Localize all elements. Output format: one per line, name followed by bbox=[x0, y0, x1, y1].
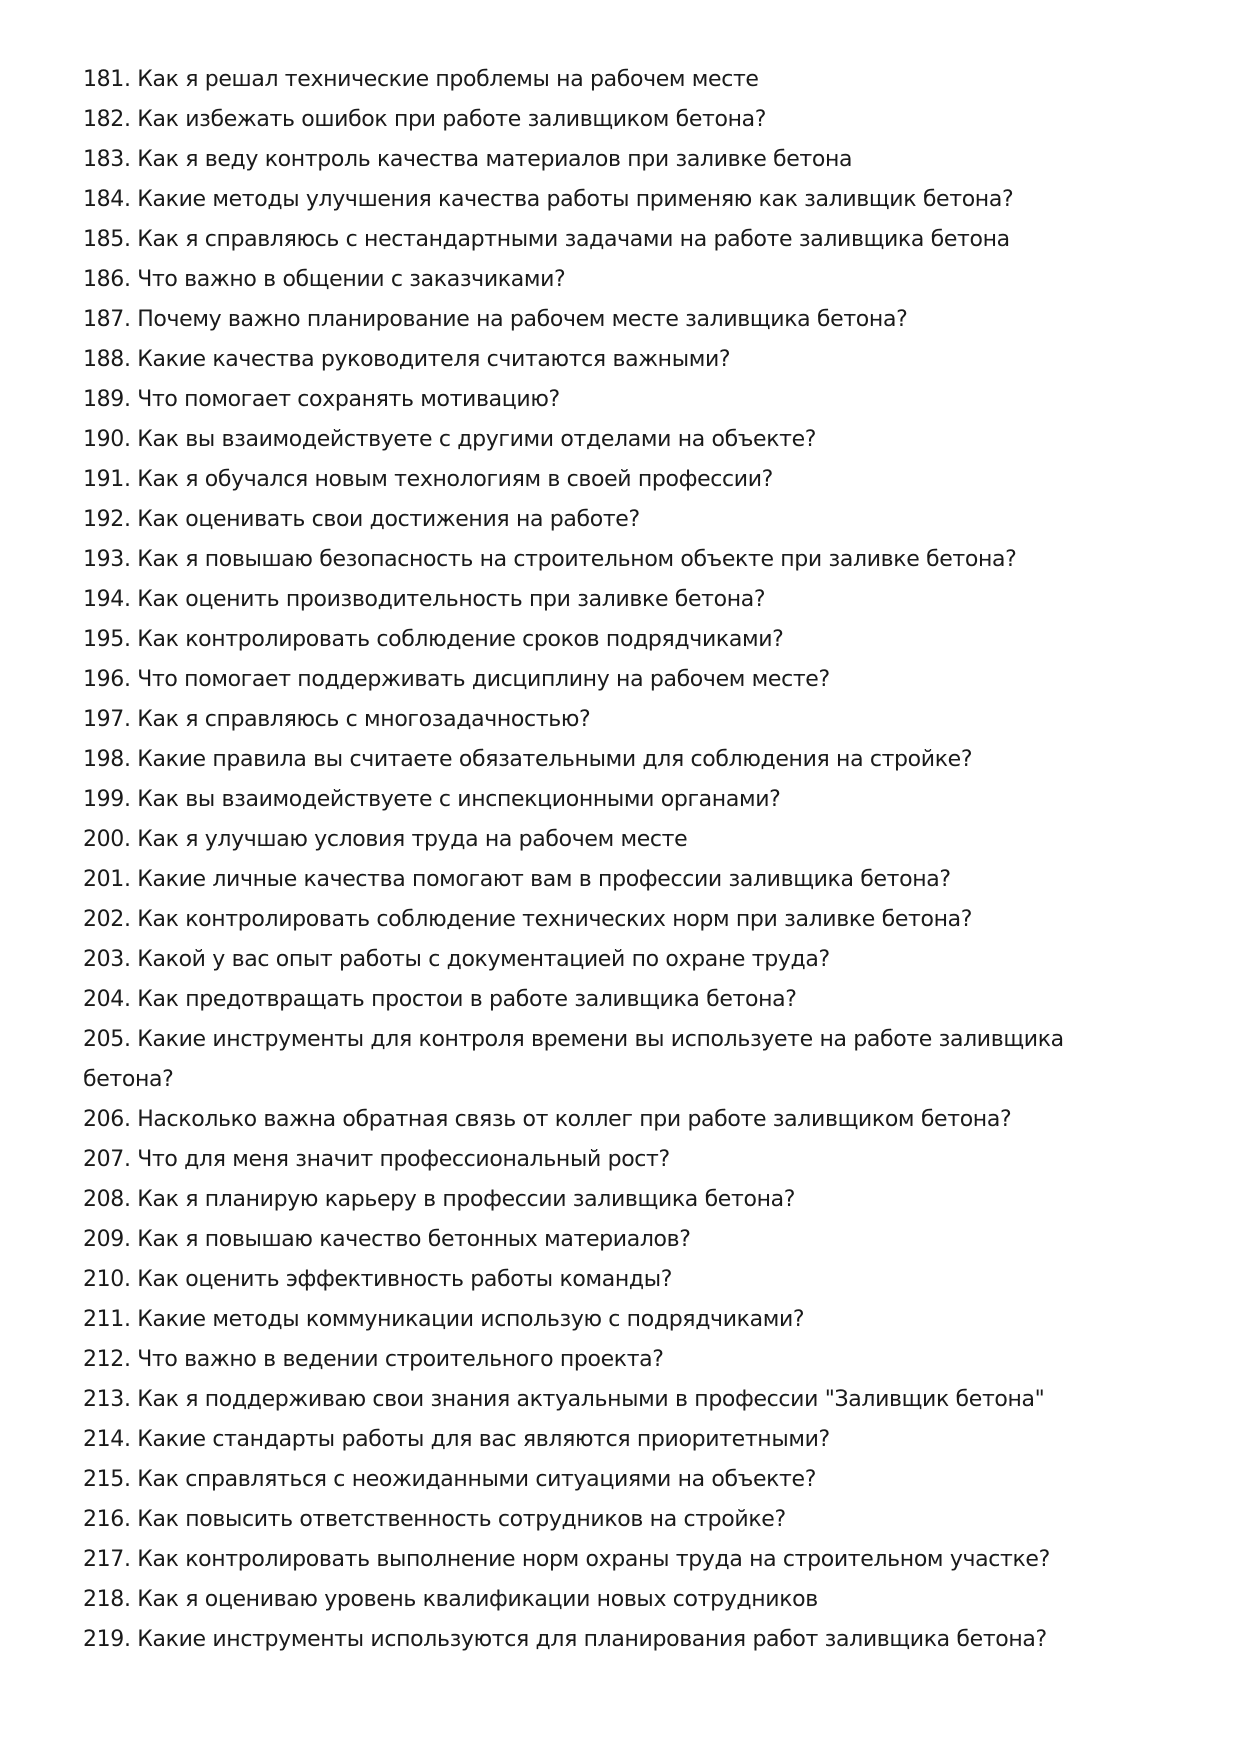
question-item: 193. Как я повышаю безопасность на строительном объекте при заливке бетона? bbox=[83, 547, 1017, 572]
question-item: 185. Как я справляюсь с нестандартными задачами на работе заливщика бетона bbox=[83, 227, 1010, 252]
question-item: 210. Как оценить эффективность работы команды? bbox=[83, 1267, 673, 1292]
question-item: 216. Как повысить ответственность сотрудников на стройке? bbox=[83, 1507, 786, 1532]
question-item: 207. Что для меня значит профессиональный рост? bbox=[83, 1147, 670, 1172]
question-item: 183. Как я веду контроль качества материалов при заливке бетона bbox=[83, 147, 853, 172]
question-item: 200. Как я улучшаю условия труда на рабочем месте bbox=[83, 827, 688, 852]
question-item: 218. Как я оцениваю уровень квалификации новых сотрудников bbox=[83, 1587, 818, 1612]
question-item: 198. Какие правила вы считаете обязательными для соблюдения на стройке? bbox=[83, 747, 973, 772]
question-item: 213. Как я поддерживаю свои знания актуальными в профессии "Заливщик бетона" bbox=[83, 1387, 1045, 1412]
question-item: 204. Как предотвращать простои в работе заливщика бетона? bbox=[83, 987, 797, 1012]
question-item: 209. Как я повышаю качество бетонных материалов? bbox=[83, 1227, 691, 1252]
question-item: 208. Как я планирую карьеру в профессии заливщика бетона? bbox=[83, 1187, 796, 1212]
question-item: 190. Как вы взаимодействуете с другими отделами на объекте? bbox=[83, 427, 817, 452]
question-item: 219. Какие инструменты используются для планирования работ заливщика бетона? bbox=[83, 1627, 1047, 1652]
question-item: 217. Как контролировать выполнение норм охраны труда на строительном участке? bbox=[83, 1547, 1050, 1572]
question-item: 188. Какие качества руководителя считаются важными? bbox=[83, 347, 731, 372]
question-item: 215. Как справляться с неожиданными ситуациями на объекте? bbox=[83, 1467, 817, 1492]
question-item: 195. Как контролировать соблюдение сроков подрядчиками? bbox=[83, 627, 784, 652]
question-item: 181. Как я решал технические проблемы на рабочем месте bbox=[83, 67, 759, 92]
question-item: 191. Как я обучался новым технологиям в своей профессии? bbox=[83, 467, 774, 492]
question-item: 202. Как контролировать соблюдение технических норм при заливке бетона? bbox=[83, 907, 973, 932]
question-item: 199. Как вы взаимодействуете с инспекционными органами? bbox=[83, 787, 781, 812]
question-item: 192. Как оценивать свои достижения на работе? bbox=[83, 507, 640, 532]
question-item: 194. Как оценить производительность при заливке бетона? bbox=[83, 587, 766, 612]
question-item: 197. Как я справляюсь с многозадачностью? bbox=[83, 707, 591, 732]
question-item: 206. Насколько важна обратная связь от коллег при работе заливщиком бетона? bbox=[83, 1107, 1012, 1132]
question-item: 184. Какие методы улучшения качества работы применяю как заливщик бетона? bbox=[83, 187, 1014, 212]
question-item: 212. Что важно в ведении строительного проекта? bbox=[83, 1347, 664, 1372]
question-item: 187. Почему важно планирование на рабочем месте заливщика бетона? bbox=[83, 307, 908, 332]
question-item: 203. Какой у вас опыт работы с документацией по охране труда? bbox=[83, 947, 830, 972]
question-item: 186. Что важно в общении с заказчиками? bbox=[83, 267, 566, 292]
question-item: 182. Как избежать ошибок при работе заливщиком бетона? bbox=[83, 107, 767, 132]
question-item: 205. Какие инструменты для контроля времени вы используете на работе заливщика бетона? bbox=[83, 1027, 1064, 1092]
question-item: 196. Что помогает поддерживать дисциплину на рабочем месте? bbox=[83, 667, 830, 692]
question-list bbox=[83, 60, 1083, 1660]
question-item: 211. Какие методы коммуникации использую с подрядчиками? bbox=[83, 1307, 805, 1332]
question-item: 189. Что помогает сохранять мотивацию? bbox=[83, 387, 560, 412]
question-item: 214. Какие стандарты работы для вас являются приоритетными? bbox=[83, 1427, 830, 1452]
question-item: 201. Какие личные качества помогают вам в профессии заливщика бетона? bbox=[83, 867, 951, 892]
